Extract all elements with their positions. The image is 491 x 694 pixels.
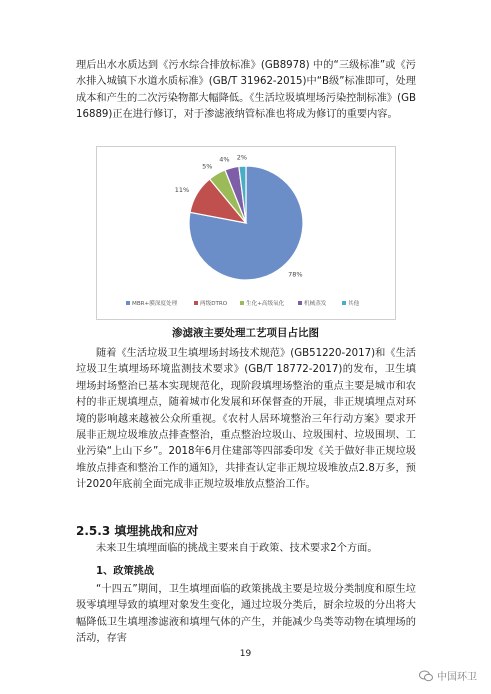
pie-data-label-4: 2% (236, 153, 248, 162)
legend-label-3: 机械蒸发 (304, 301, 327, 307)
legend-label-1: 两级DTRO (200, 301, 228, 307)
legend-label-4: 其他 (348, 301, 360, 307)
pie-chart-panel (96, 146, 396, 320)
section-heading: 2.5.3 填埋挑战和应对 (76, 524, 199, 538)
subheading-policy: 1、政策挑战 (96, 566, 155, 577)
pie-data-label-1: 11% (174, 185, 190, 194)
legend-swatch-0 (126, 301, 130, 305)
pie-chart (97, 147, 395, 319)
legend-swatch-3 (298, 301, 302, 305)
legend-label-0: MBR+膜深度处理 (132, 301, 178, 307)
paragraph-2: 随着《生活垃圾卫生填埋场封场技术规范》(GB51220-2017)和《生活垃圾卫生填埋场环境监测技术要求》(GB/T 18772-2017)的发布，卫生填埋场封场整治已基本实现规范化，现阶段填埋场整治的重点主要是城市和农村的非正规填埋点，随着城市化发展和环保督查的开展，非正规填埋点对环境的影响越来越被公众所重视。《农村人居环境整治三年行动方案》要求开展非正规垃圾堆放点排查整治，重点整治垃圾山、垃圾围村、垃圾围坝、工业污染“上山下乡”。2018年6月住建部等四部委印发《关于做好非正规垃圾堆放点排查和整治工作的通知》，共排查认定非正规垃圾堆放点2.8万多，预计2020年底前全面完成非正规垃圾堆放点整治工作。 (76, 348, 416, 491)
figure-caption: 渗滤液主要处理工艺项目占比图 (172, 327, 319, 339)
pie-data-label-2: 5% (202, 162, 213, 171)
paragraph-1: 理后出水水质达到《污水综合排放标准》(GB8978) 中的“三级标准”或《污水排入城镇下水道水质标准》(GB/T 31962-2015)中“B级”标准即可，处理成本和产生的二次污染物都大幅降低。《生活垃圾填埋场污染控制标准》(GB 16889)正在进行修订，对于渗滤液纳管标准也将成为修订的重要内容。 (76, 60, 416, 121)
legend-label-2: 生化+高级氧化 (246, 301, 285, 307)
paragraph-3: 未来卫生填埋面临的挑战主要来自于政策、技术要求2个方面。 (96, 543, 378, 554)
watermark-text: 中国环卫 (437, 672, 477, 683)
legend-swatch-2 (240, 301, 244, 305)
legend-swatch-4 (342, 301, 346, 305)
wechat-icon (419, 670, 433, 682)
pie-data-label-0: 78% (288, 270, 303, 279)
paragraph-4: “十四五”期间，卫生填埋面临的政策挑战主要是垃圾分类制度和原生垃圾零填埋导致的填埋对象发生变化，通过垃圾分类后，厨余垃圾的分出将大幅降低卫生填埋渗滤液和填埋气体的产生，并能减少鸟类等动物在填埋场的活动，存害 (76, 584, 416, 645)
page-number: 19 (239, 649, 252, 659)
pie-data-label-3: 4% (219, 155, 230, 164)
watermark (419, 668, 477, 683)
legend-swatch-1 (194, 301, 198, 305)
